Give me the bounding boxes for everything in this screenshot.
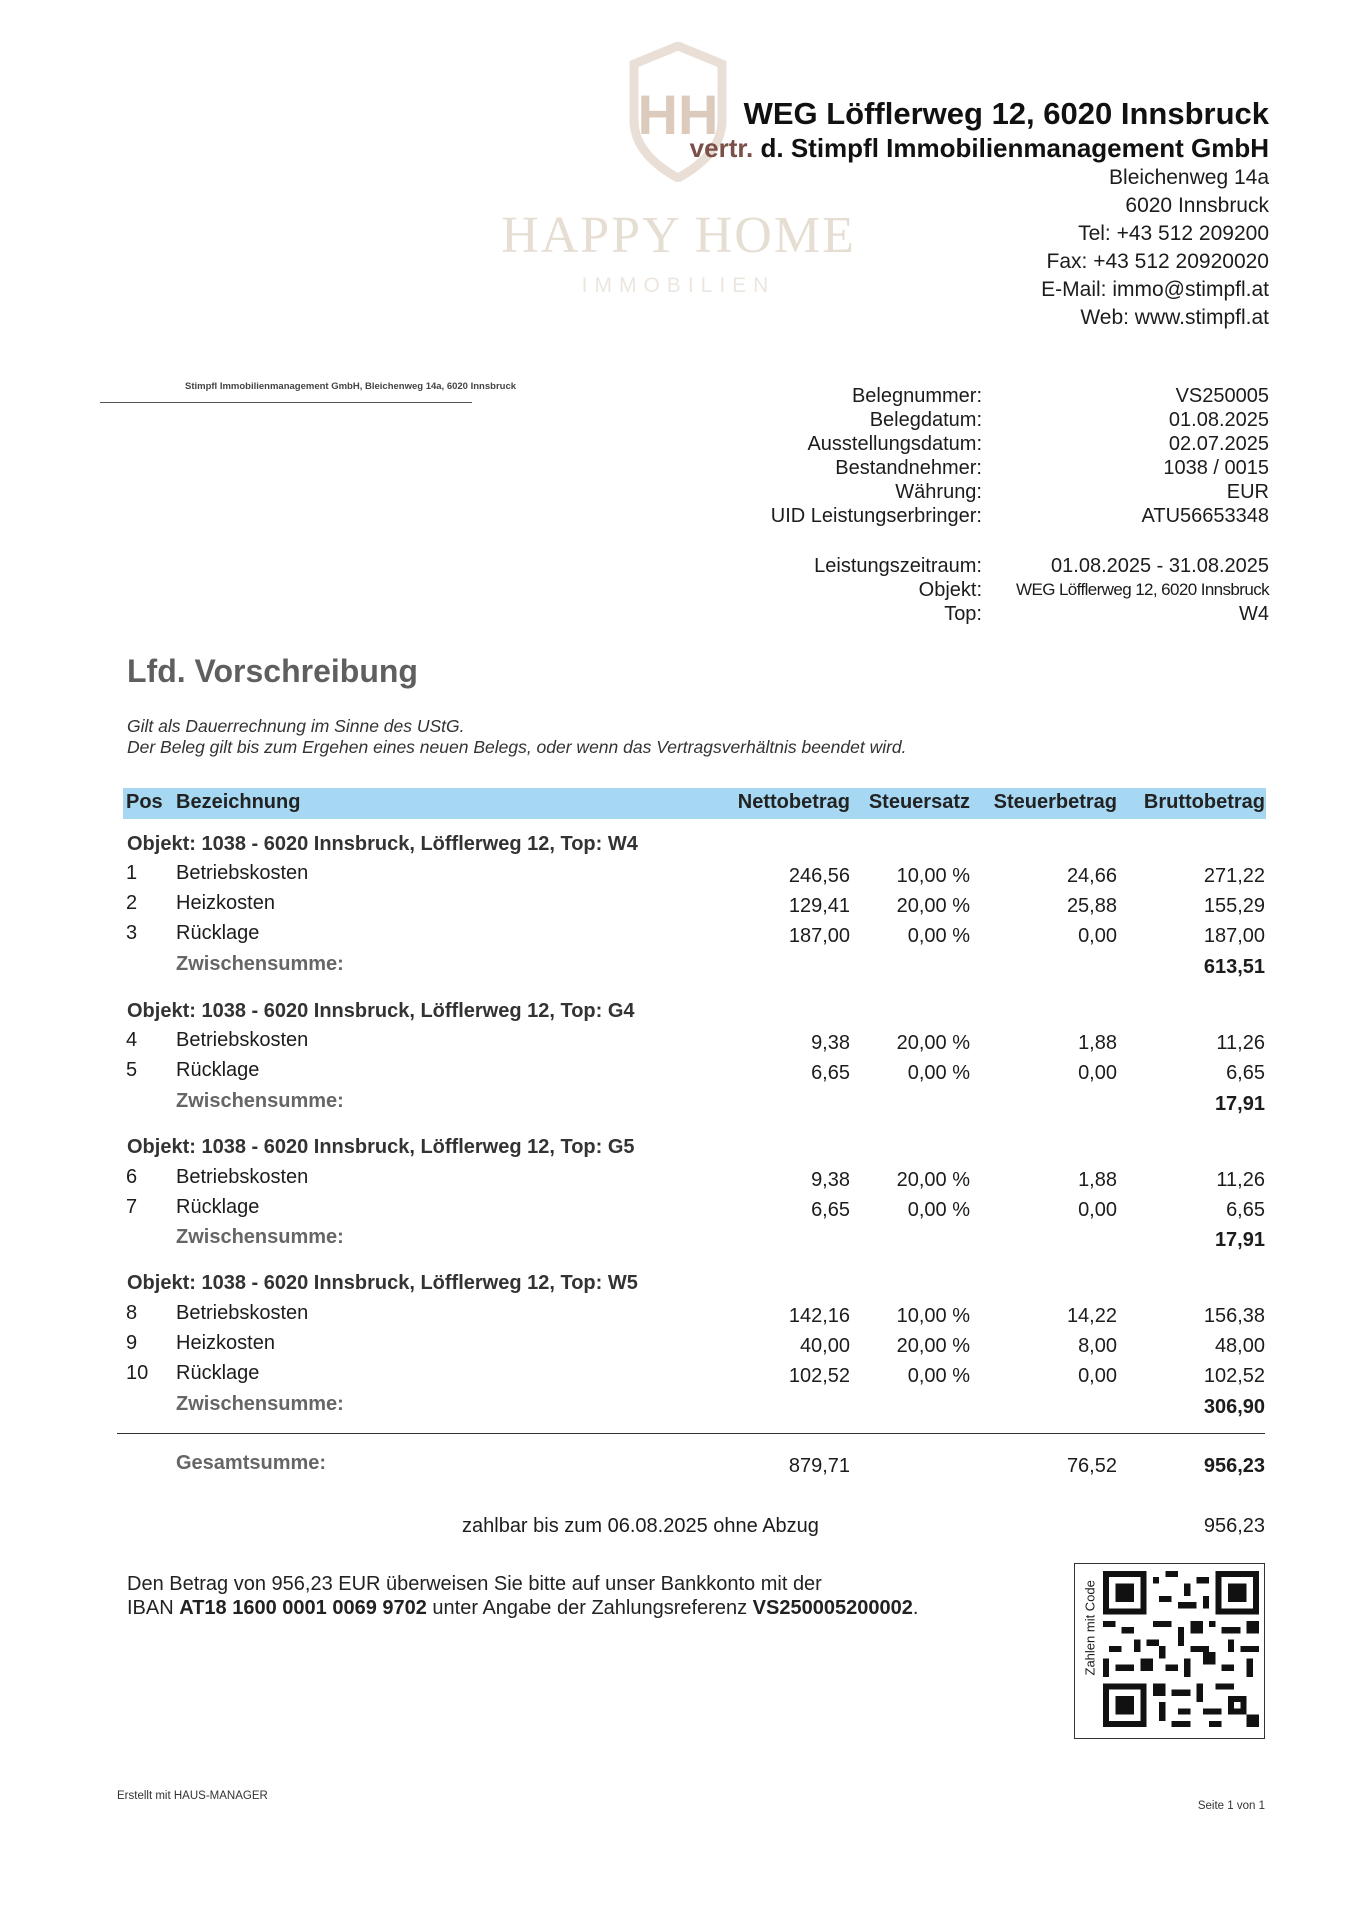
sender-block <box>690 96 1269 332</box>
sender-fax: Fax: +43 512 20920020 <box>1046 250 1269 273</box>
header-gross: Bruttobetrag <box>1143 791 1265 813</box>
document-title: Lfd. Vorschreibung <box>127 653 418 689</box>
row-net: 142,16 <box>788 1305 850 1327</box>
qr-code <box>1103 1571 1259 1727</box>
footer-created-with: Erstellt mit HAUS-MANAGER <box>117 1790 268 1802</box>
sender-subtitle <box>690 132 1269 164</box>
row-desc: Betriebskosten <box>176 1166 309 1188</box>
sender-street: Bleichenweg 14a <box>1109 166 1269 189</box>
row-pos: 8 <box>126 1302 138 1324</box>
doc-info-labels <box>771 384 982 528</box>
row-rate: 20,00 % <box>896 1169 970 1191</box>
row-rate: 0,00 % <box>907 1062 970 1084</box>
row-desc: Betriebskosten <box>176 862 309 884</box>
return-address-divider <box>100 402 472 403</box>
row-pos: 2 <box>126 892 138 914</box>
doc-info-label: Belegdatum: <box>869 409 982 431</box>
payment-reference: VS250005200002 <box>752 1597 913 1619</box>
total-divider <box>117 1433 1265 1434</box>
sender-tel: Tel: +43 512 209200 <box>1078 222 1269 245</box>
doc-info-label: Ausstellungsdatum: <box>807 433 982 455</box>
doc-info-label: Objekt: <box>918 579 982 601</box>
payment-due-amount: 956,23 <box>1203 1515 1265 1537</box>
period-values <box>1016 554 1269 626</box>
return-address: Stimpfl Immobilienmanagement GmbH, Bleichenweg 14a, 6020 Innsbruck <box>185 381 517 392</box>
subtotal-label: Zwischensumme: <box>176 1090 344 1112</box>
note-line: Gilt als Dauerrechnung im Sinne des UStG. <box>127 716 465 736</box>
brand-name: HAPPY HOME <box>501 207 856 264</box>
row-tax: 0,00 <box>1078 1062 1117 1084</box>
sender-email: E-Mail: immo@stimpfl.at <box>1041 278 1269 301</box>
row-gross: 271,22 <box>1203 865 1265 887</box>
doc-info-values <box>1142 384 1270 528</box>
row-pos: 9 <box>126 1332 138 1354</box>
row-gross: 11,26 <box>1216 1032 1265 1054</box>
doc-date: 01.08.2025 <box>1168 409 1269 431</box>
header-tax-amount: Steuerbetrag <box>993 791 1117 813</box>
row-tax: 0,00 <box>1078 925 1117 947</box>
row-net: 9,38 <box>811 1169 850 1191</box>
row-tax: 25,88 <box>1066 895 1117 917</box>
subtotal-label: Zwischensumme: <box>176 1226 344 1248</box>
row-net: 129,41 <box>788 895 850 917</box>
row-tax: 0,00 <box>1078 1199 1117 1221</box>
subtotal-value: 17,91 <box>1214 1093 1265 1115</box>
logo-monogram: HH <box>637 83 719 146</box>
group-heading: Objekt: 1038 - 6020 Innsbruck, Löfflerweg 12, Top: G5 <box>127 1136 635 1158</box>
header-description: Bezeichnung <box>176 791 301 813</box>
row-tax: 8,00 <box>1078 1335 1117 1357</box>
service-period: 01.08.2025 - 31.08.2025 <box>1051 555 1269 577</box>
group-heading: Objekt: 1038 - 6020 Innsbruck, Löfflerweg 12, Top: G4 <box>127 1000 635 1022</box>
row-gross: 6,65 <box>1226 1062 1265 1084</box>
total-gross: 956,23 <box>1203 1455 1265 1477</box>
note-line: Der Beleg gilt bis zum Ergehen eines neuen Belegs, oder wenn das Vertragsverhältnis beendet wird. <box>127 737 907 757</box>
row-net: 246,56 <box>788 865 850 887</box>
sender-subtitle-rest: d. Stimpfl Immobilienmanagement GmbH <box>753 133 1269 163</box>
row-desc: Rücklage <box>176 1059 260 1081</box>
subtotal-value: 613,51 <box>1203 956 1265 978</box>
iban: AT18 1600 0001 0069 9702 <box>179 1597 427 1619</box>
row-gross: 155,29 <box>1203 895 1265 917</box>
row-net: 9,38 <box>811 1032 850 1054</box>
doc-info-label: Belegnummer: <box>851 385 982 407</box>
total-label: Gesamtsumme: <box>176 1452 327 1474</box>
sender-title: WEG Löfflerweg 12, 6020 Innsbruck <box>743 96 1269 131</box>
row-pos: 4 <box>126 1029 138 1051</box>
header-pos: Pos <box>126 791 163 813</box>
brand-subtitle: IMMOBILIEN <box>581 274 776 297</box>
total-net: 879,71 <box>788 1455 850 1477</box>
row-tax: 0,00 <box>1078 1365 1117 1387</box>
object-name: WEG Löfflerweg 12, 6020 Innsbruck <box>1016 580 1269 599</box>
row-desc: Betriebskosten <box>176 1029 309 1051</box>
row-rate: 20,00 % <box>896 1032 970 1054</box>
row-rate: 20,00 % <box>896 895 970 917</box>
row-pos: 7 <box>126 1196 138 1218</box>
row-net: 40,00 <box>799 1335 850 1357</box>
header-net: Nettobetrag <box>737 791 850 813</box>
doc-info-label: Währung: <box>895 481 982 503</box>
unit-top: W4 <box>1239 603 1269 625</box>
reference-intro: unter Angabe der Zahlungsreferenz <box>426 1597 753 1619</box>
subtotal-value: 17,91 <box>1214 1229 1265 1251</box>
subtotal-label: Zwischensumme: <box>176 1393 344 1415</box>
sender-web: Web: www.stimpfl.at <box>1080 306 1269 329</box>
group-heading: Objekt: 1038 - 6020 Innsbruck, Löfflerweg 12, Top: W5 <box>127 1272 638 1294</box>
row-desc: Rücklage <box>176 1196 260 1218</box>
total-tax: 76,52 <box>1066 1455 1117 1477</box>
row-desc: Heizkosten <box>176 892 275 914</box>
row-rate: 0,00 % <box>907 1199 970 1221</box>
row-rate: 20,00 % <box>896 1335 970 1357</box>
payment-line-1: Den Betrag von 956,23 EUR überweisen Sie bitte auf unser Bankkonto mit der <box>127 1573 822 1595</box>
row-gross: 102,52 <box>1203 1365 1265 1387</box>
row-rate: 0,00 % <box>907 1365 970 1387</box>
row-gross: 11,26 <box>1216 1169 1265 1191</box>
row-net: 102,52 <box>788 1365 850 1387</box>
document-notes <box>127 716 907 758</box>
doc-info-label: UID Leistungserbringer: <box>770 505 982 527</box>
row-net: 6,65 <box>811 1062 850 1084</box>
row-pos: 5 <box>126 1059 138 1081</box>
row-pos: 10 <box>126 1362 149 1384</box>
row-gross: 187,00 <box>1203 925 1265 947</box>
sender-city: 6020 Innsbruck <box>1125 194 1269 217</box>
row-tax: 1,88 <box>1078 1169 1117 1191</box>
row-desc: Heizkosten <box>176 1332 275 1354</box>
row-pos: 1 <box>126 862 138 884</box>
row-gross: 48,00 <box>1214 1335 1265 1357</box>
reference-end: . <box>912 1597 919 1619</box>
qr-caption: Zahlen mit Code <box>1082 1580 1098 1676</box>
sender-subtitle-prefix: vertr. <box>689 133 754 163</box>
row-tax: 24,66 <box>1066 865 1117 887</box>
row-gross: 156,38 <box>1203 1305 1265 1327</box>
doc-info-label: Top: <box>944 603 982 625</box>
tenant-id: 1038 / 0015 <box>1163 457 1269 479</box>
row-net: 6,65 <box>811 1199 850 1221</box>
iban-prefix: IBAN <box>127 1597 180 1619</box>
payment-due-text: zahlbar bis zum 06.08.2025 ohne Abzug <box>462 1515 819 1537</box>
row-desc: Rücklage <box>176 1362 260 1384</box>
row-pos: 3 <box>126 922 138 944</box>
doc-info-label: Bestandnehmer: <box>835 457 982 479</box>
footer-page-number: Seite 1 von 1 <box>1197 1800 1265 1812</box>
row-rate: 10,00 % <box>896 1305 970 1327</box>
row-tax: 1,88 <box>1078 1032 1117 1054</box>
row-desc: Rücklage <box>176 922 260 944</box>
row-gross: 6,65 <box>1226 1199 1265 1221</box>
row-pos: 6 <box>126 1166 138 1188</box>
currency: EUR <box>1226 481 1269 503</box>
subtotal-label: Zwischensumme: <box>176 953 344 975</box>
doc-info-label: Leistungszeitraum: <box>814 555 982 577</box>
group-heading: Objekt: 1038 - 6020 Innsbruck, Löfflerweg 12, Top: W4 <box>127 833 638 855</box>
row-net: 187,00 <box>788 925 850 947</box>
payment-instructions <box>127 1572 918 1620</box>
row-rate: 0,00 % <box>907 925 970 947</box>
row-tax: 14,22 <box>1066 1305 1117 1327</box>
header-tax-rate: Steuersatz <box>868 791 970 813</box>
doc-number: VS250005 <box>1175 385 1269 407</box>
subtotal-value: 306,90 <box>1203 1396 1265 1418</box>
period-labels <box>814 554 982 626</box>
row-rate: 10,00 % <box>896 865 970 887</box>
row-desc: Betriebskosten <box>176 1302 309 1324</box>
vat-id: ATU56653348 <box>1141 505 1269 527</box>
payment-line-2 <box>127 1596 918 1620</box>
issue-date: 02.07.2025 <box>1168 433 1269 455</box>
